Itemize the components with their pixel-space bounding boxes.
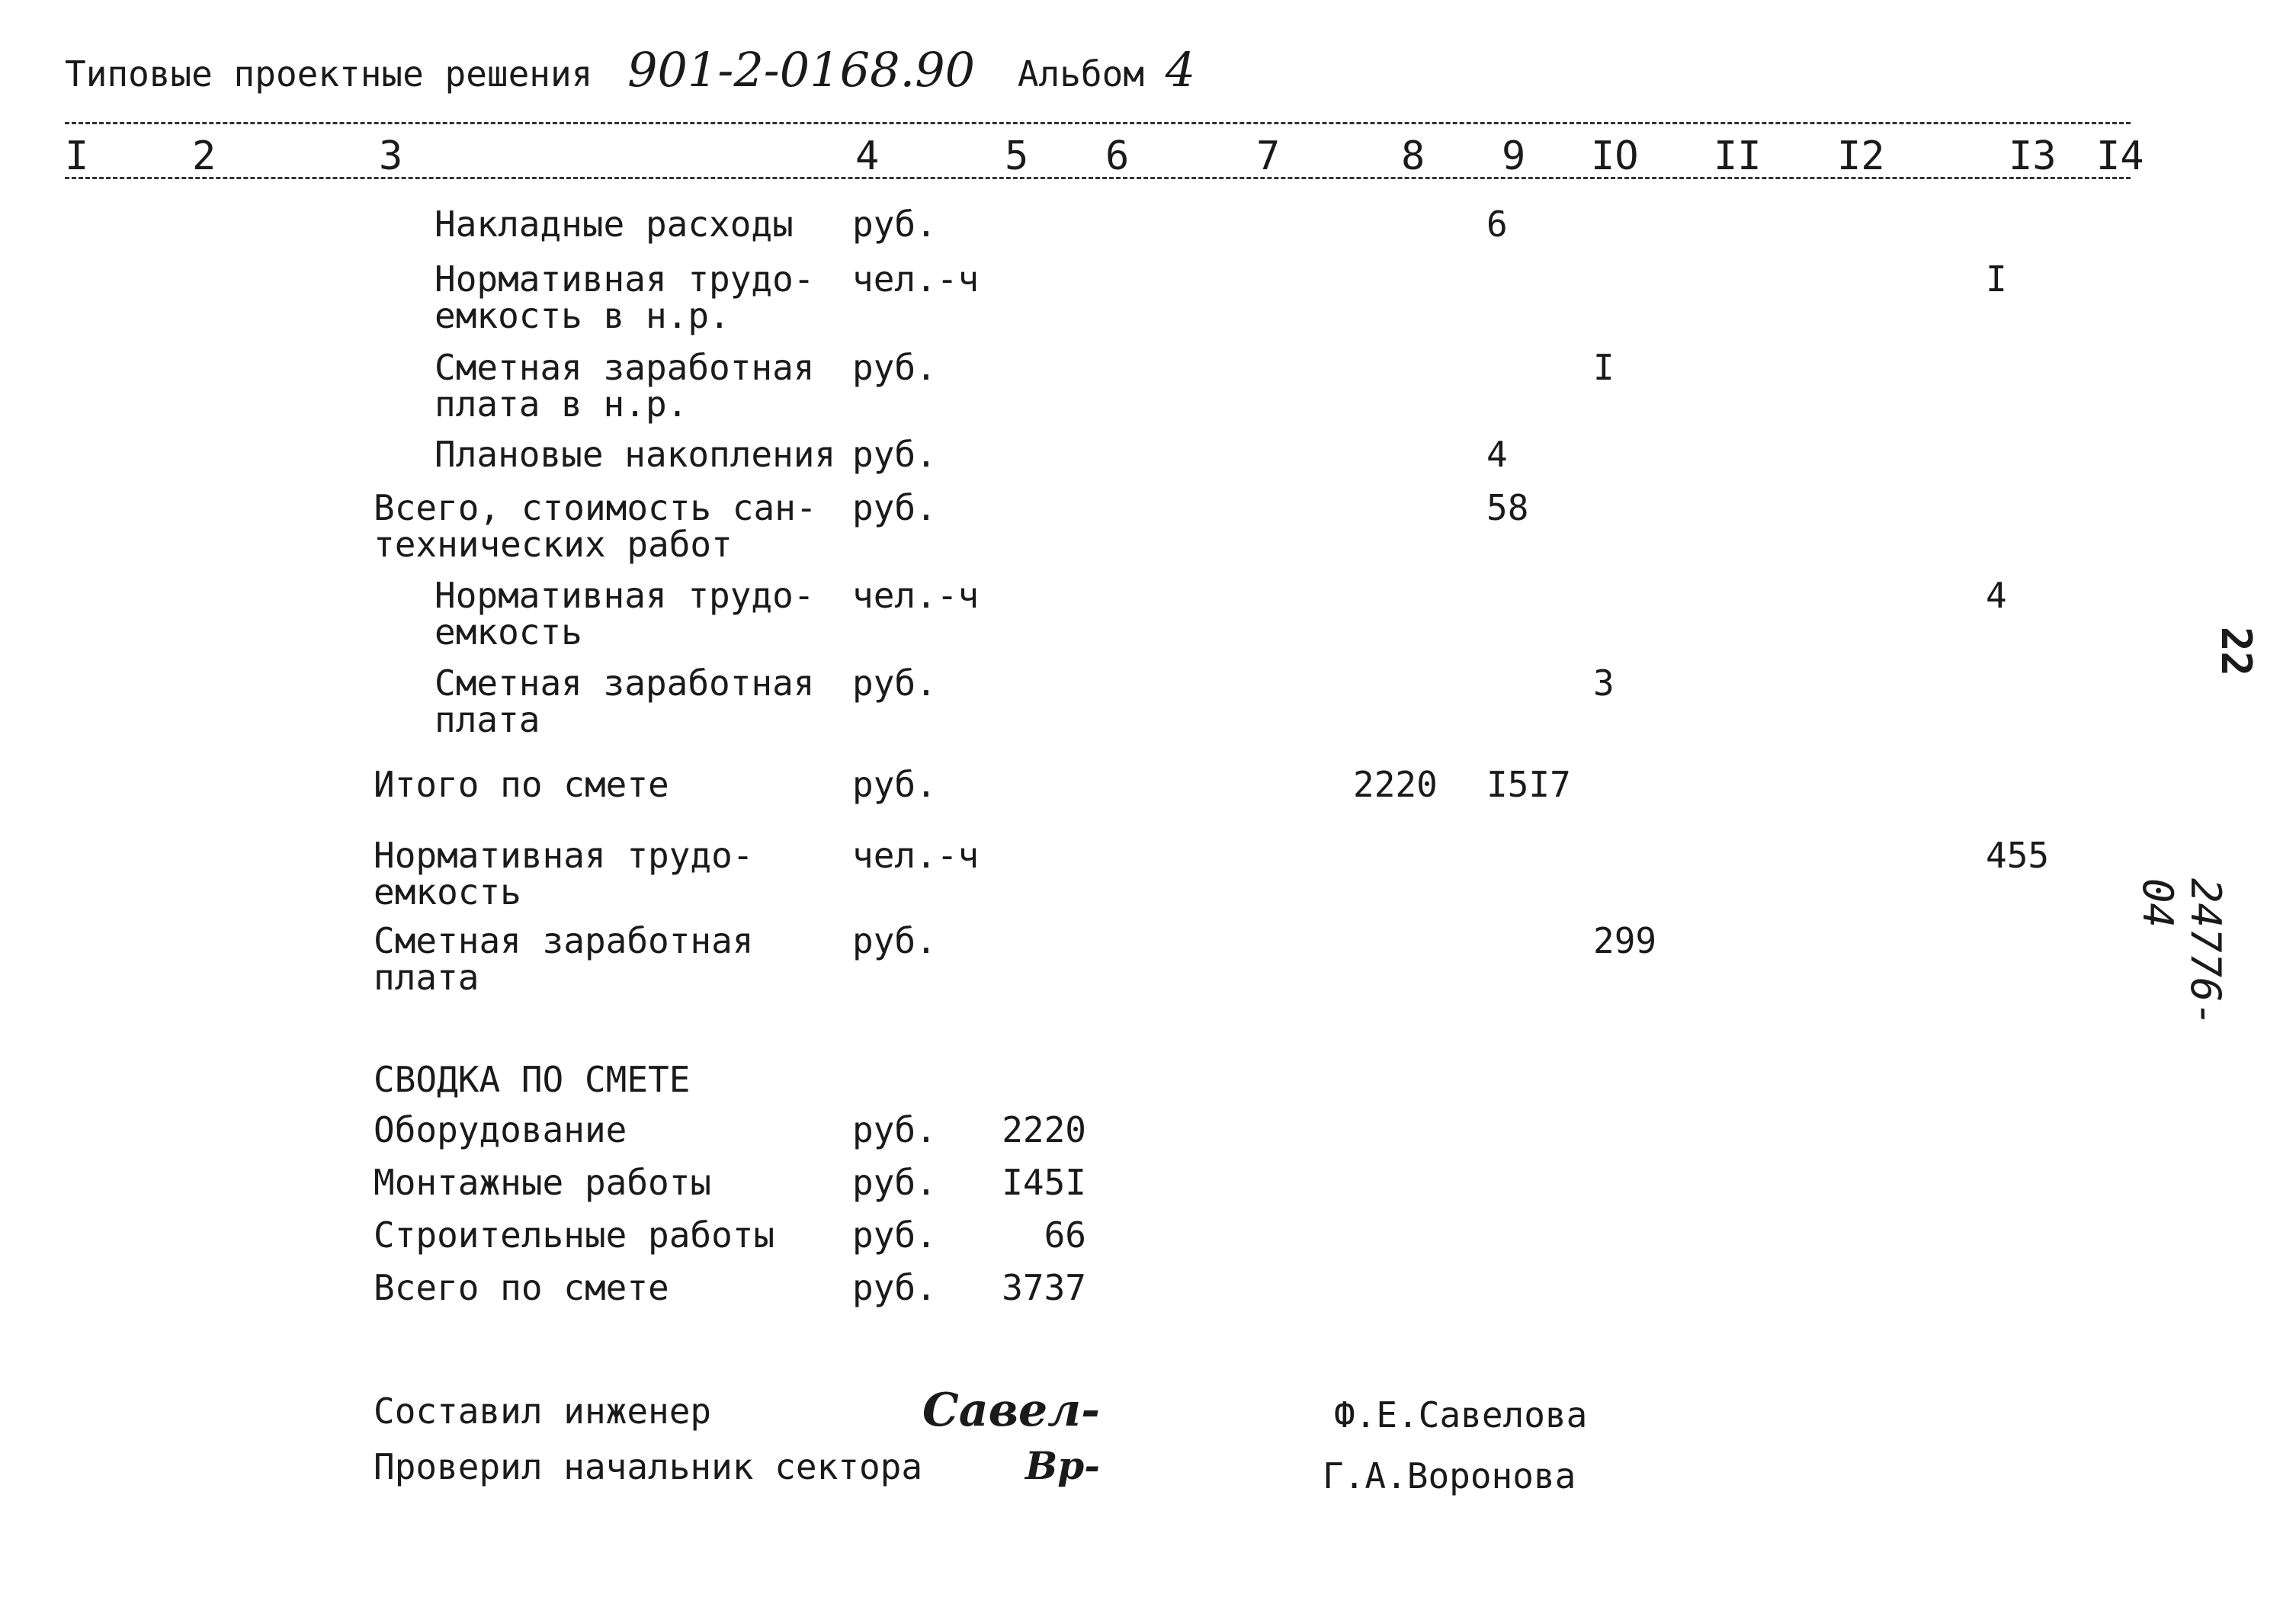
checked-signature: Вр- [1025,1443,1100,1488]
summary-name: Монтажные работы [374,1162,712,1203]
row-unit: руб. [852,920,937,961]
summary-value: 3737 [1002,1267,1086,1308]
row-name-line: Плановые накопления [435,434,836,475]
row-name [435,436,835,473]
header-prefix: Типовые проектные решения [65,53,593,95]
row-unit: руб. [852,204,937,245]
page-number: 22 [2212,627,2260,677]
row-name-line: Сметная заработная [374,920,754,961]
row-value-c13: 455 [1986,835,2050,876]
row-name-line: Нормативная трудо- [435,258,815,300]
row-value-c9: 6 [1486,204,1508,245]
summary-title: СВОДКА ПО СМЕТЕ [374,1059,691,1100]
header-rule-top [65,122,2131,124]
row-name-line: Сметная заработная [435,662,815,704]
row-name-line: емкость в н.р. [435,295,730,336]
row-value-c8: 2220 [1353,764,1438,805]
summary-name: Строительные работы [374,1214,775,1256]
summary-value: 2220 [1002,1109,1086,1150]
column-number: I2 [1837,133,1885,179]
row-name-line: Сметная заработная [435,347,815,388]
row-name [435,204,794,245]
column-number: IO [1591,133,1639,179]
summary-unit: руб. [852,1214,937,1256]
column-number: I [65,133,89,179]
album-number: 4 [1165,42,1196,98]
row-name [435,347,815,425]
column-number: 5 [1005,133,1029,179]
column-number: 3 [379,133,403,179]
row-name-line: емкость [435,611,582,653]
compiled-signature: Савел- [922,1384,1101,1437]
column-number: 4 [855,133,880,179]
summary-unit: руб. [852,1267,937,1308]
row-unit: чел.-ч [852,575,980,616]
header-rule-bottom [65,177,2131,179]
checked-by-label: Проверил начальник сектора [374,1446,923,1487]
summary-name: Оборудование [374,1109,627,1150]
row-name [435,575,815,653]
doc-header [65,42,1195,98]
row-unit: чел.-ч [852,835,980,876]
summary-value: 66 [1044,1214,1086,1256]
row-name-line: Накладные расходы [435,204,794,245]
row-name [374,922,754,996]
row-name [435,258,815,336]
summary-unit: руб. [852,1162,937,1203]
column-number: 8 [1401,133,1425,179]
column-number: II [1714,133,1762,179]
album-label: Альбом [1017,53,1145,95]
row-name-line: плата в н.р. [435,383,688,425]
column-number: 7 [1256,133,1281,179]
row-name [374,766,669,803]
row-name-line: плата [435,699,540,740]
summary-unit: руб. [852,1109,937,1150]
compiled-by-name: Ф.Е.Савелова [1334,1394,1588,1436]
row-value-c10: 299 [1593,920,1657,961]
row-value-c10: I [1593,347,1615,388]
summary-value: I45I [1002,1162,1086,1203]
column-number: I4 [2096,133,2144,179]
column-number: 6 [1105,133,1130,179]
row-name-line: Всего, стоимость сан- [374,487,817,528]
row-value-c9: I5I7 [1486,764,1571,805]
row-name-line: Итого по смете [374,764,669,805]
row-name [435,662,815,740]
column-number: I3 [2009,133,2057,179]
project-code: 901-2-0168.90 [627,42,976,98]
row-unit: руб. [852,662,937,704]
column-number: 2 [192,133,216,179]
row-value-c9: 58 [1486,487,1529,528]
row-name [374,835,754,913]
row-unit: руб. [852,434,937,475]
row-name-line: плата [374,957,479,998]
column-number: 9 [1502,133,1526,179]
row-name [374,489,817,563]
row-name-line: Нормативная трудо- [435,575,815,616]
doc-number: 24776-04 [2134,878,2230,1028]
summary-name: Всего по смете [374,1267,669,1308]
compiled-by-label: Составил инженер [374,1391,712,1432]
row-unit: руб. [852,764,937,805]
row-value-c13: 4 [1986,575,2007,616]
row-name-line: Нормативная трудо- [374,835,754,876]
row-unit: руб. [852,347,937,388]
checked-by-name: Г.А.Воронова [1323,1455,1576,1496]
row-value-c13: I [1986,258,2007,300]
row-unit: руб. [852,487,937,528]
row-name-line: емкость [374,871,521,913]
row-value-c9: 4 [1486,434,1508,475]
row-name-line: технических работ [374,524,733,565]
row-value-c10: 3 [1593,662,1615,704]
row-unit: чел.-ч [852,258,980,300]
